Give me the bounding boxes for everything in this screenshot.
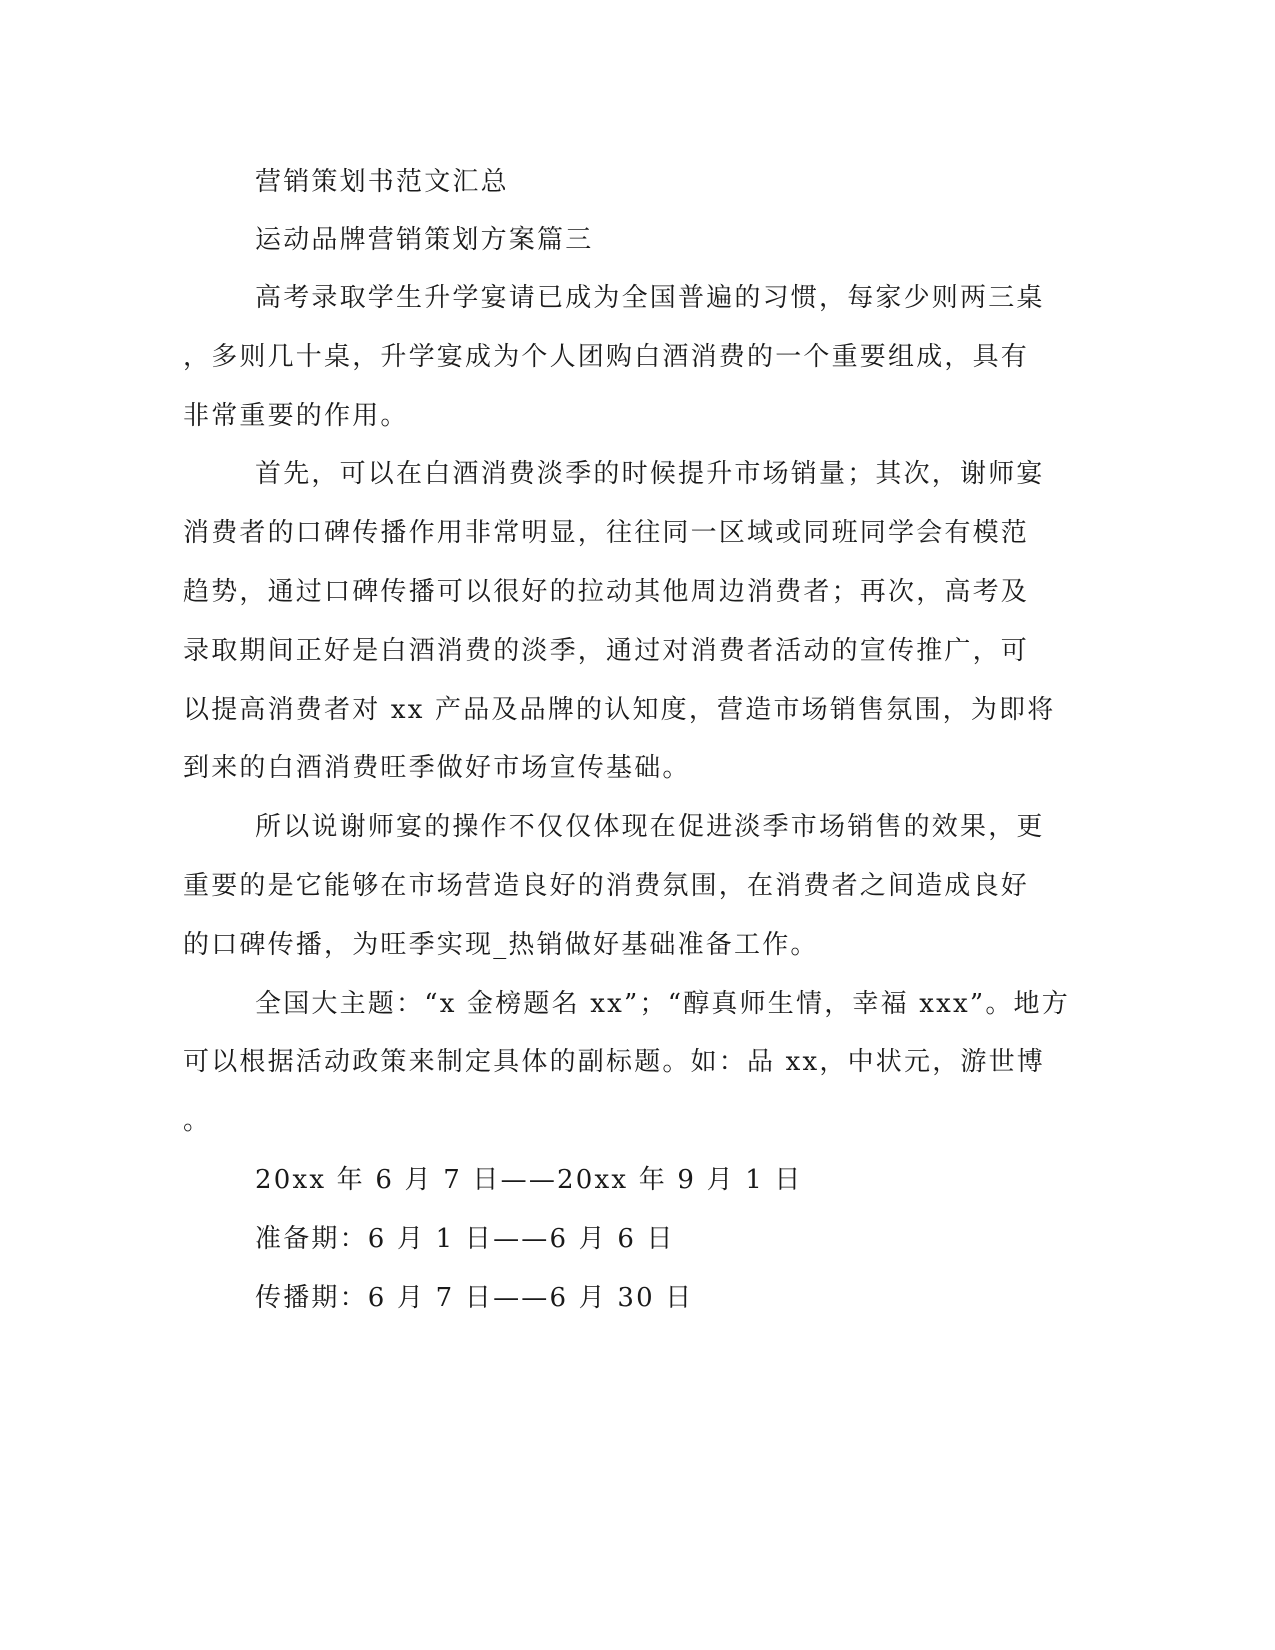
paragraph-2-line-1: 首先，可以在白酒消费淡季的时候提升市场销量；其次，谢师宴: [255, 459, 1045, 489]
document-subtitle: 运动品牌营销策划方案篇三: [255, 225, 594, 255]
paragraph-3-line-2: 重要的是它能够在市场营造良好的消费氛围，在消费者之间造成良好: [183, 871, 1030, 901]
paragraph-2-line-5: 以提高消费者对 xx 产品及品牌的认知度，营造市场销售氛围，为即将: [183, 695, 1056, 725]
paragraph-4-line-3: 。: [183, 1106, 212, 1136]
paragraph-4-line-1: 全国大主题：“x 金榜题名 xx”；“醇真师生情，幸福 xxx”。地方: [255, 989, 1070, 1019]
spread-period: 传播期：6 月 7 日——6 月 30 日: [255, 1283, 694, 1313]
paragraph-3-line-1: 所以说谢师宴的操作不仅仅体现在促进淡季市场销售的效果，更: [255, 812, 1045, 842]
paragraph-1-line-1: 高考录取学生升学宴请已成为全国普遍的习惯，每家少则两三桌: [255, 283, 1045, 313]
paragraph-4-line-2: 可以根据活动政策来制定具体的副标题。如：品 xx，中状元，游世博: [183, 1047, 1045, 1077]
paragraph-2-line-3: 趋势，通过口碑传播可以很好的拉动其他周边消费者；再次，高考及: [183, 577, 1030, 607]
prep-period: 准备期：6 月 1 日——6 月 6 日: [255, 1224, 675, 1254]
paragraph-2-line-2: 消费者的口碑传播作用非常明显，往往同一区域或同班同学会有模范: [183, 518, 1030, 548]
document-title: 营销策划书范文汇总: [255, 167, 509, 197]
paragraph-2-line-6: 到来的白酒消费旺季做好市场宣传基础。: [183, 753, 691, 783]
paragraph-2-line-4: 录取期间正好是白酒消费的淡季，通过对消费者活动的宣传推广，可: [183, 636, 1030, 666]
paragraph-1-line-2: ，多则几十桌，升学宴成为个人团购白酒消费的一个重要组成，具有: [183, 342, 1030, 372]
paragraph-3-line-3: 的口碑传播，为旺季实现_热销做好基础准备工作。: [183, 930, 819, 960]
activity-period: 20xx 年 6 月 7 日——20xx 年 9 月 1 日: [255, 1165, 803, 1195]
paragraph-1-line-3: 非常重要的作用。: [183, 401, 409, 431]
